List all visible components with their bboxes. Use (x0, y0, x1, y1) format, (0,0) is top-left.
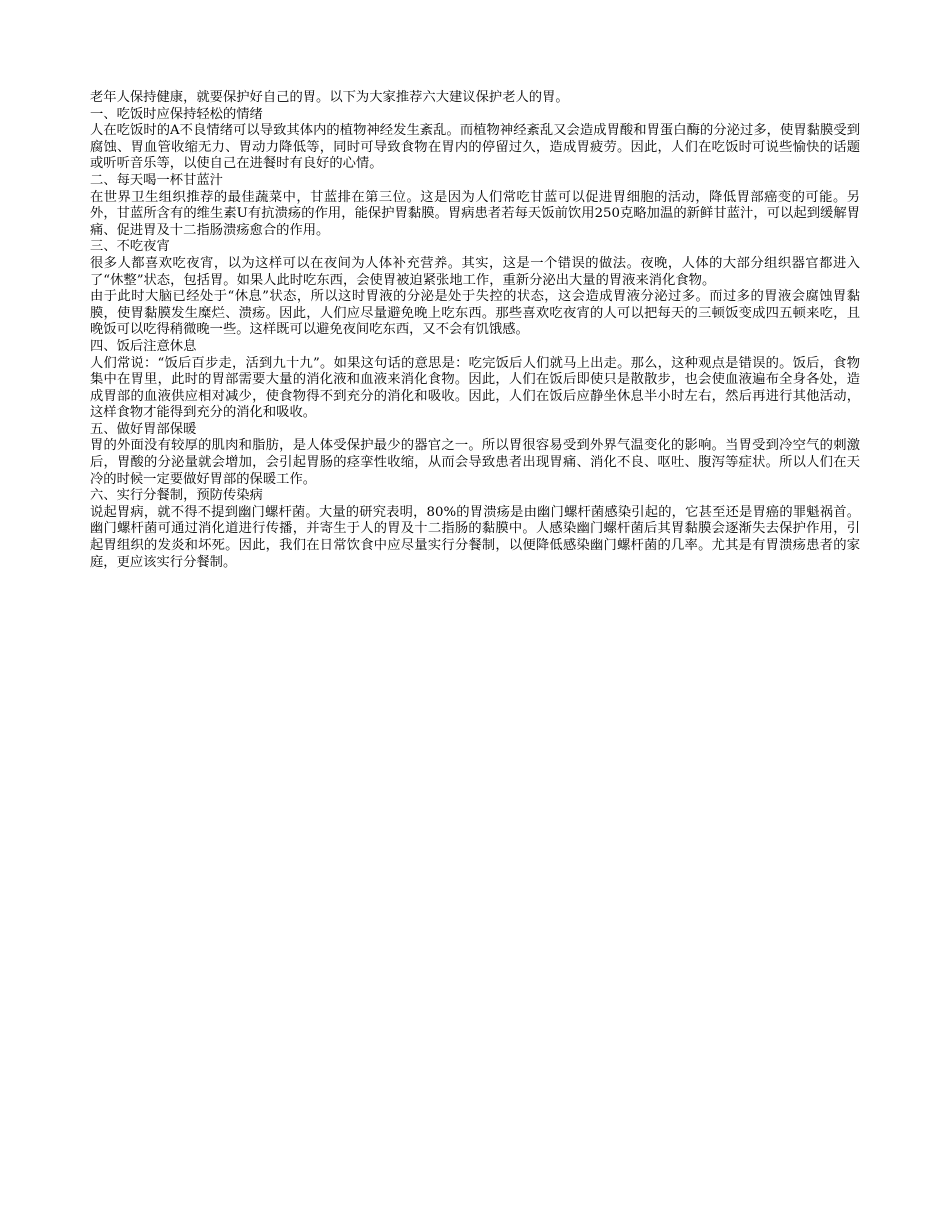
section-4-paragraph-1: 人们常说：“饭后百步走，活到九十九”。如果这句话的意思是：吃完饭后人们就马上出走。那么，这种观点是错误的。饭后，食物集中在胃里，此时的胃部需要大量的消化液和血液来消化食物。因此，人们在饭后即使只是散散步，也会使血液遍布全身各处，造成胃部的血液供应相对减少，使食物得不到充分的消化和吸收。因此，人们在饭后应静坐休息半小时左右，然后再进行其他活动，这样食物才能得到充分的消化和吸收。 (90, 355, 860, 421)
section-3-paragraph-1: 很多人都喜欢吃夜宵，以为这样可以在夜间为人体补充营养。其实，这是一个错误的做法。夜晚，人体的大部分组织器官都进入了“休整”状态，包括胃。如果人此时吃东西，会使胃被迫紧张地工作，重新分泌出大量的胃液来消化食物。 (90, 255, 860, 288)
section-3-paragraph-2: 由于此时大脑已经处于“休息”状态，所以这时胃液的分泌是处于失控的状态，这会造成胃液分泌过多。而过多的胃液会腐蚀胃黏膜，使胃黏膜发生糜烂、溃疡。因此，人们应尽量避免晚上吃东西。那些喜欢吃夜宵的人可以把每天的三顿饭变成四五顿来吃，且晚饭可以吃得稍微晚一些。这样既可以避免夜间吃东西，又不会有饥饿感。 (90, 289, 860, 338)
section-2-heading: 二、每天喝一杯甘蓝汁 (90, 172, 223, 188)
section-1-heading: 一、吃饭时应保持轻松的情绪 (90, 106, 263, 122)
section-5-paragraph-1: 胃的外面没有较厚的肌肉和脂肪，是人体受保护最少的器官之一。所以胃很容易受到外界气温变化的影响。当胃受到冷空气的刺激后，胃酸的分泌量就会增加，会引起胃肠的痉挛性收缩，从而会导致患者出现胃痛、消化不良、呕吐、腹泻等症状。所以人们在天冷的时候一定要做好胃部的保暖工作。 (90, 438, 860, 487)
section-4-heading: 四、饭后注意休息 (90, 338, 197, 354)
section-5-heading: 五、做好胃部保暖 (90, 421, 197, 437)
section-6-paragraph-1: 说起胃病，就不得不提到幽门螺杆菌。大量的研究表明，80%的胃溃疡是由幽门螺杆菌感染引起的，它甚至还是胃癌的罪魁祸首。幽门螺杆菌可通过消化道进行传播，并寄生于人的胃及十二指肠的黏膜中。人感染幽门螺杆菌后其胃黏膜会逐渐失去保护作用，引起胃组织的发炎和坏死。因此，我们在日常饮食中应尽量实行分餐制，以便降低感染幽门螺杆菌的几率。尤其是有胃溃疡患者的家庭，更应该实行分餐制。 (90, 504, 860, 570)
section-2-paragraph-1: 在世界卫生组织推荐的最佳蔬菜中，甘蓝排在第三位。这是因为人们常吃甘蓝可以促进胃细胞的活动，降低胃部癌变的可能。另外，甘蓝所含有的维生素U有抗溃疡的作用，能保护胃黏膜。胃病患者若每天饭前饮用250克略加温的新鲜甘蓝汁，可以起到缓解胃痛、促进胃及十二指肠溃疡愈合的作用。 (90, 189, 860, 238)
section-1-paragraph-1: 人在吃饭时的A不良情绪可以导致其体内的植物神经发生紊乱。而植物神经紊乱又会造成胃酸和胃蛋白酶的分泌过多，使胃黏膜受到腐蚀、胃血管收缩无力、胃动力降低等，同时可导致食物在胃内的停留过久，造成胃疲劳。因此，人们在吃饭时可说些愉快的话题或听听音乐等，以使自己在进餐时有良好的心情。 (90, 123, 860, 172)
section-6-heading: 六、实行分餐制，预防传染病 (90, 488, 263, 504)
document-body (90, 90, 860, 571)
intro-paragraph: 老年人保持健康，就要保护好自己的胃。以下为大家推荐六大建议保护老人的胃。 (90, 90, 569, 105)
section-3-heading: 三、不吃夜宵 (90, 239, 170, 255)
